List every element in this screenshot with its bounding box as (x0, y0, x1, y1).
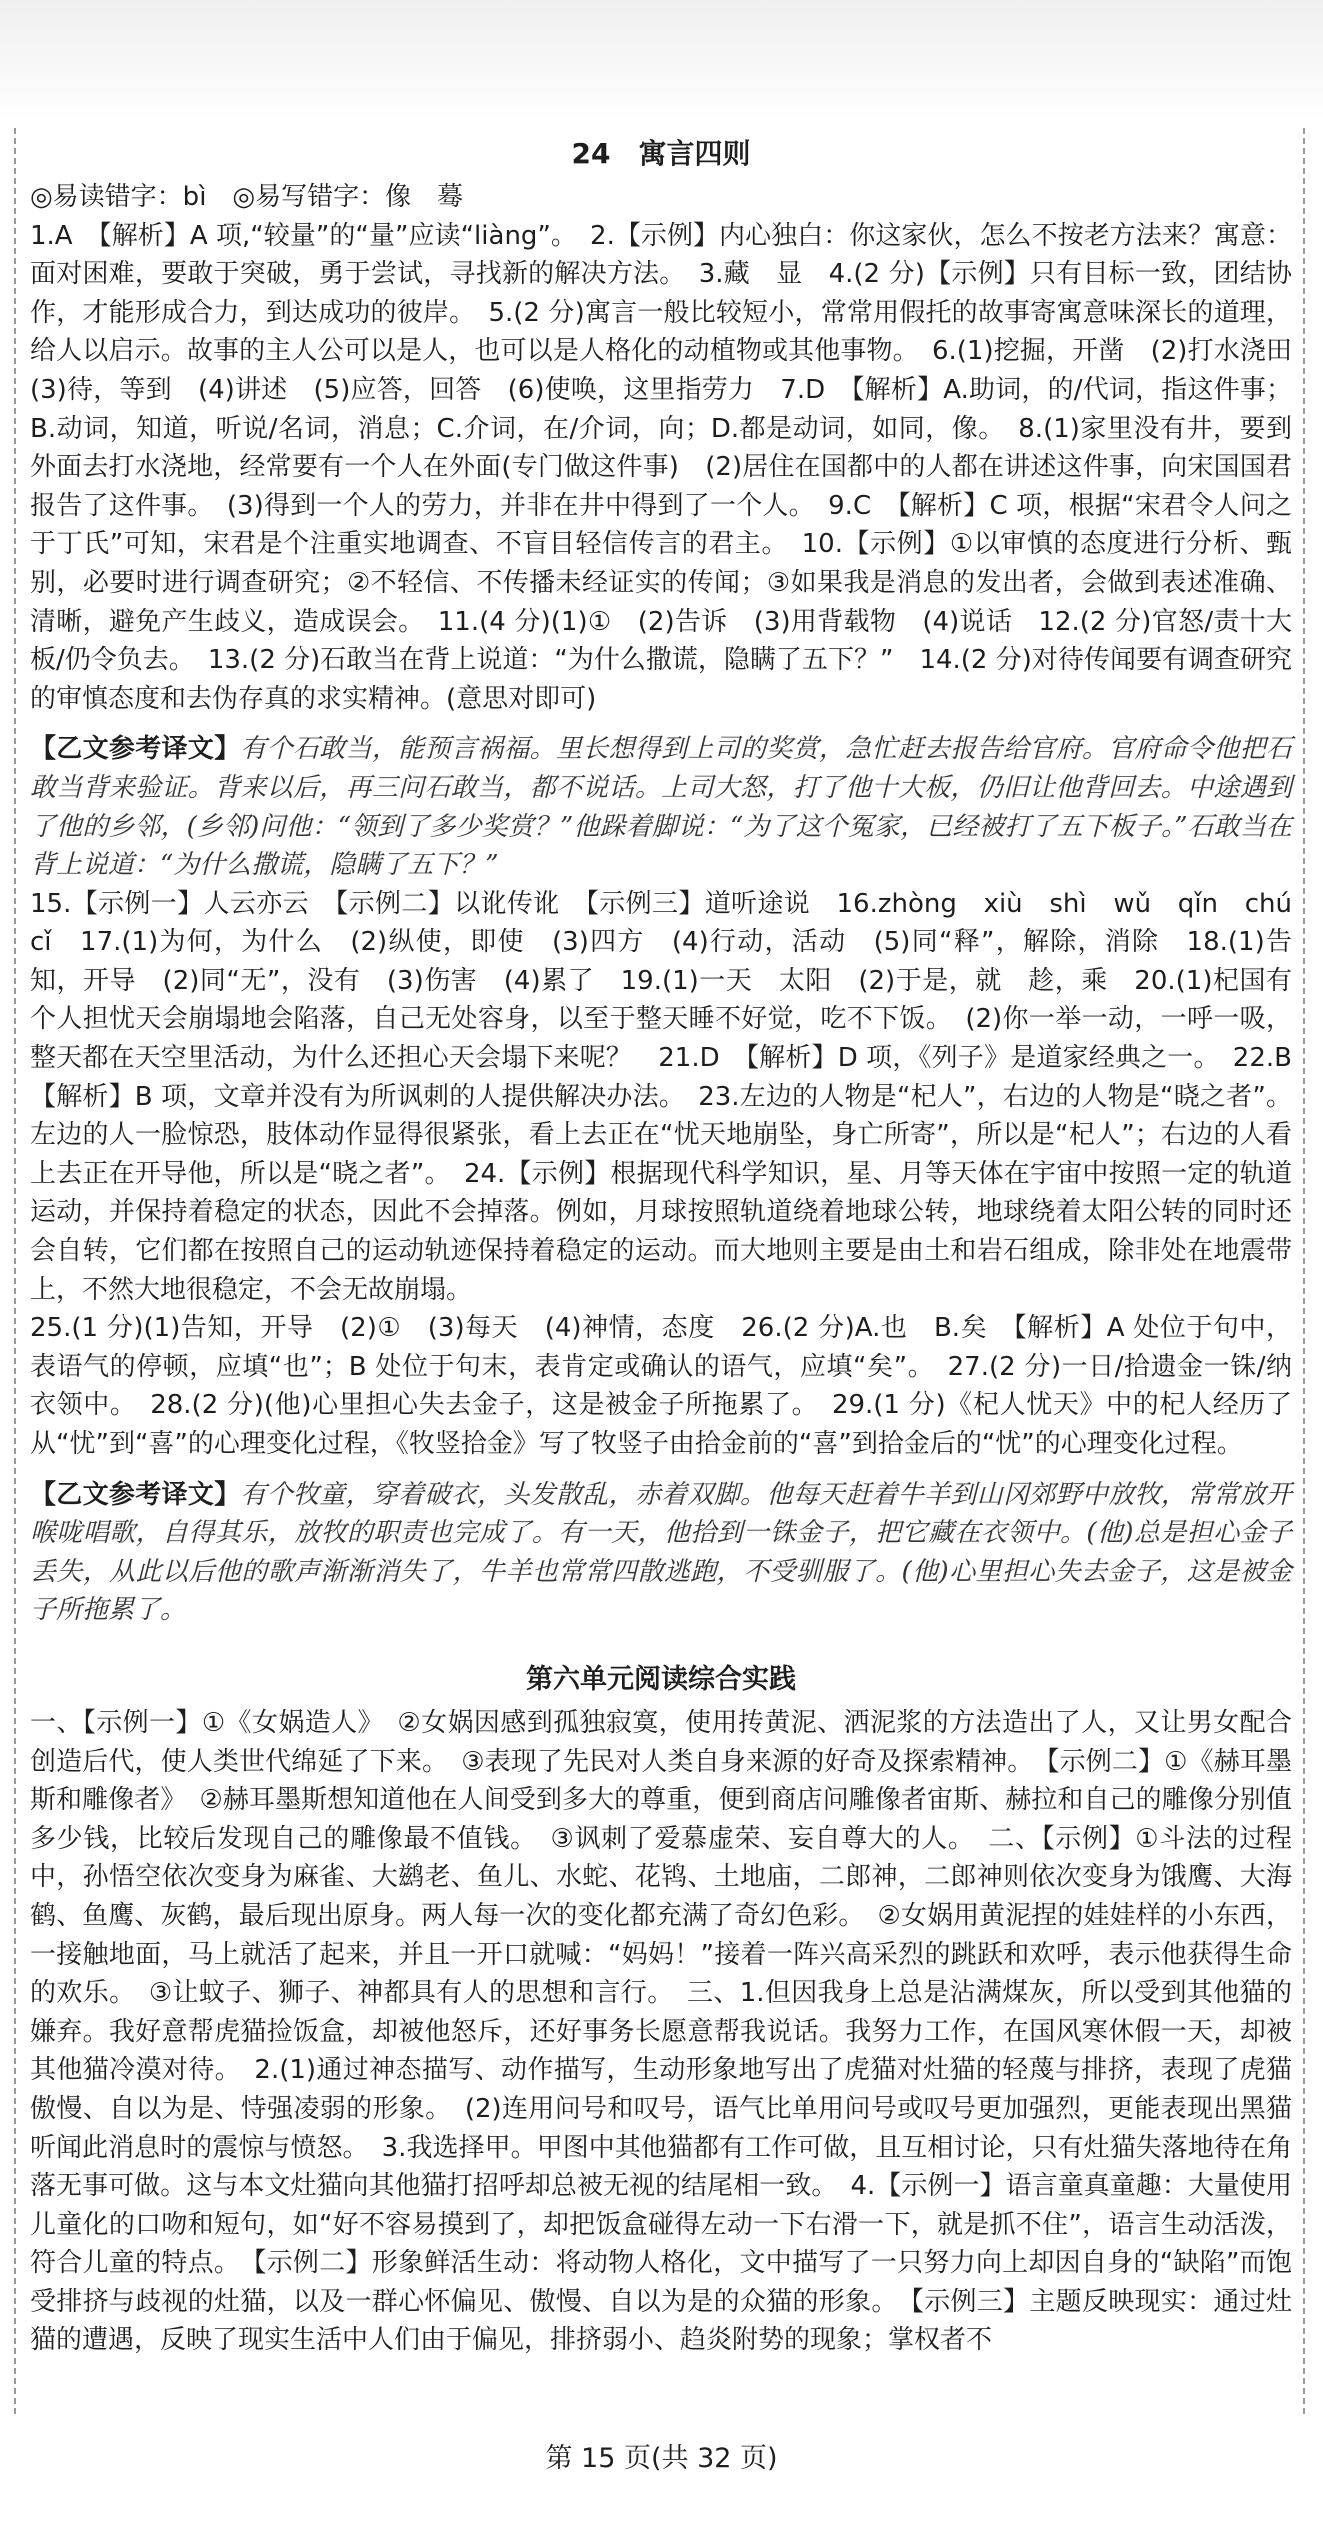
intro-line: ◎易读错字：bì ◎易写错字：像 蓦 (30, 182, 464, 212)
answers-block-3: 25.(1 分)(1)告知，开导 (2)① (3)每天 (4)神情，态度 26.(2 分)A.也 B.矣 【解析】A 处位于句中，表语气的停顿，应填“也”；B 处位于句末，表肯定或确认的语气，应填“矣”。 27.(2 分)一日/拾遗金一铢/纳衣领中。 28.(2 分)(他)心里担心失去金子，这是被金子所拖累了。 29.(1 分)《杞人忧天》中的杞人经历了从“忧”到“喜”的心理变化过程，《牧竖拾金》写了牧竖子由拾金前的“喜”到拾金后的“忧”的心理变化过程。 (30, 1313, 1292, 1459)
translation-block-2 (30, 1476, 1292, 1630)
translation-block-1 (30, 730, 1292, 884)
right-dashed-line (1303, 128, 1305, 2414)
answer-content (30, 134, 1319, 2360)
translation-text: 有个石敢当，能预言祸福。里长想得到上司的奖赏，急忙赶去报告给官府。官府命令他把石敢当背来验证。背来以后，再三问石敢当，都不说话。上司大怒，打了他十大板，仍旧让他背回去。中途遇到了他的乡邻，(乡邻)问他：“领到了多少奖赏？”他跺着脚说：“为了这个冤家，已经被打了五下板子。”石敢当在背上说道：“为什么撒谎，隐瞒了五下？” (30, 734, 1292, 881)
section-title: 第六单元阅读综合实践 (526, 1663, 796, 1695)
left-dashed-line (14, 128, 16, 2414)
answers-block-4: 一、【示例一】①《女娲造人》 ②女娲因感到孤独寂寞，使用抟黄泥、洒泥浆的方法造出了人，又让男女配合创造后代，使人类世代绵延了下来。 ③表现了先民对人类自身来源的好奇及探索精神。 【示例二】①《赫耳墨斯和雕像者》 ②赫耳墨斯想知道他在人间受到多大的尊重，便到商店问雕像者宙斯、赫拉和自己的雕像分别值多少钱，比较后发现自己的雕像最不值钱。 ③讽刺了爱慕虚荣、妄自尊大的人。 二、【示例】①斗法的过程中，孙悟空依次变身为麻雀、大鹚老、鱼儿、水蛇、花鸨、土地庙，二郎神，二郎神则依次变身为饿鹰、大海鹤、鱼鹰、灰鹤，最后现出原身。两人每一次的变化都充满了奇幻色彩。 ②女娲用黄泥捏的娃娃样的小东西，一接触地面，马上就活了起来，并且一开口就喊：“妈妈！”接着一阵兴高采烈的跳跃和欢呼，表示他获得生命的欢乐。 ③让蚊子、狮子、神都具有人的思想和言行。 三、1.但因我身上总是沾满煤灰，所以受到其他猫的嫌弃。我好意帮虎猫捡饭盒，却被他怒斥，还好事务长愿意帮我说话。我努力工作，在国风寒休假一天，却被其他猫冷漠对待。 2.(1)通过神态描写、动作描写，生动形象地写出了虎猫对灶猫的轻蔑与排挤，表现了虎猫傲慢、自以为是、恃强凌弱的形象。 (2)连用问号和叹号，语气比单用问号或叹号更加强烈，更能表现出黑猫听闻此消息时的震惊与愤怒。 3.我选择甲。甲图中其他猫都有工作可做，且互相讨论，只有灶猫失落地待在角落无事可做。这与本文灶猫向其他猫打招呼却总被无视的结尾相一致。 4.【示例一】语言童真童趣：大量使用儿童化的口吻和短句，如“好不容易摸到了，却把饭盒碰得左动一下右滑一下，就是抓不住”，语言生动活泼，符合儿童的特点。 【示例二】形象鲜活生动：将动物人格化，文中描写了一只努力向上却因自身的“缺陷”而饱受排挤与歧视的灶猫，以及一群心怀偏见、傲慢、自以为是的众猫的形象。 【示例三】主题反映现实：通过灶猫的遭遇，反映了现实生活中人们由于偏见，排挤弱小、趋炎附势的现象；掌权者不 (30, 1707, 1292, 2356)
answers-block-2: 15.【示例一】人云亦云 【示例二】以讹传讹 【示例三】道听途说 16.zhòng xiù shì wǔ qǐn chú cǐ 17.(1)为何，为什么 (2)纵使，即使 (3)四方 (4)行动，活动 (5)同“释”，解除，消除 18.(1)告知，开导 (2)同“无”，没有 (3)伤害 (4)累了 19.(1)一天 太阳 (2)于是，就 趁，乘 20.(1)杞国有个人担忧天会崩塌地会陷落，自己无处容身，以至于整天睡不好觉，吃不下饭。 (2)你一举一动，一呼一吸，整天都在天空里活动，为什么还担心天会塌下来呢？ 21.D 【解析】D 项，《列子》是道家经典之一。 22.B 【解析】B 项，文章并没有为所讽刺的人提供解决办法。 23.左边的人物是“杞人”，右边的人物是“晓之者”。左边的人一脸惊恐，肢体动作显得很紧张，看上去正在“忧天地崩坠，身亡所寄”，所以是“杞人”；右边的人看上去正在开导他，所以是“晓之者”。 24.【示例】根据现代科学知识，星、月等天体在宇宙中按照一定的轨道运动，并保持着稳定的状态，因此不会掉落。例如，月球按照轨道绕着地球公转，地球绕着太阳公转的同时还会自转，它们都在按照自己的运动轨迹保持着稳定的运动。而大地则主要是由土和岩石组成，除非处在地震带上，不然大地很稳定，不会无故崩塌。 (30, 888, 1319, 1305)
translation-label: 【乙文参考译文】 (30, 734, 241, 765)
section-title: 24 寓言四则 (571, 137, 751, 170)
translation-text: 有个牧童，穿着破衣，头发散乱，赤着双脚。他每天赶着牛羊到山冈郊野中放牧，常常放开喉咙唱歌，自得其乐，放牧的职责也完成了。有一天，他拾到一铢金子，把它藏在衣领中。(他)总是担心金子丢失，从此以后他的歌声渐渐消失了，牛羊也常常四散逃跑，不受驯服了。(他)心里担心失去金子，这是被金子所拖累了。 (30, 1479, 1292, 1626)
translation-label: 【乙文参考译文】 (30, 1479, 241, 1510)
page-number: 第 15 页(共 32 页) (545, 2443, 778, 2474)
answers-block-1: 1.A 【解析】A 项,“较量”的“量”应读“liàng”。 2.【示例】内心独白：你这家伙，怎么不按老方法来？寓意：面对困难，要敢于突破，勇于尝试，寻找新的解决方法。 3.藏 显 4.(2 分)【示例】只有目标一致，团结协作，才能形成合力，到达成功的彼岸。 5.(2 分)寓言一般比较短小，常常用假托的故事寄寓意味深长的道理，给人以启示。故事的主人公可以是人，也可以是人格化的动植物或其他事物。 6.(1)挖掘，开凿 (2)打水浇田 (3)待，等到 (4)讲述 (5)应答，回答 (6)使唤，这里指劳力 7.D 【解析】A.助词，的/代词，指这件事；B.动词，知道，听说/名词，消息；C.介词，在/介词，向；D.都是动词，如同，像。 8.(1)家里没有井，要到外面去打水浇地，经常要有一个人在外面(专门做这件事) (2)居住在国都中的人都在讲述这件事，向宋国国君报告了这件事。 (3)得到一个人的劳力，并非在井中得到了一个人。 9.C 【解析】C 项，根据“宋君令人问之于丁氏”可知，宋君是个注重实地调查、不盲目轻信传言的君主。 10.【示例】①以审慎的态度进行分析、甄别，必要时进行调查研究；②不轻信、不传播未经证实的传闻；③如果我是消息的发出者，会做到表述准确、清晰，避免产生歧义，造成误会。 11.(4 分)(1)① (2)告诉 (3)用背载物 (4)说话 12.(2 分)官怒/责十大板/仍令负去。 13.(2 分)石敢当在背上说道：“为什么撒谎，隐瞒了五下？” 14.(2 分)对待传闻要有调查研究的审慎态度和去伪存真的求实精神。(意思对即可) (30, 220, 1319, 714)
page-top-shade (0, 0, 1323, 120)
